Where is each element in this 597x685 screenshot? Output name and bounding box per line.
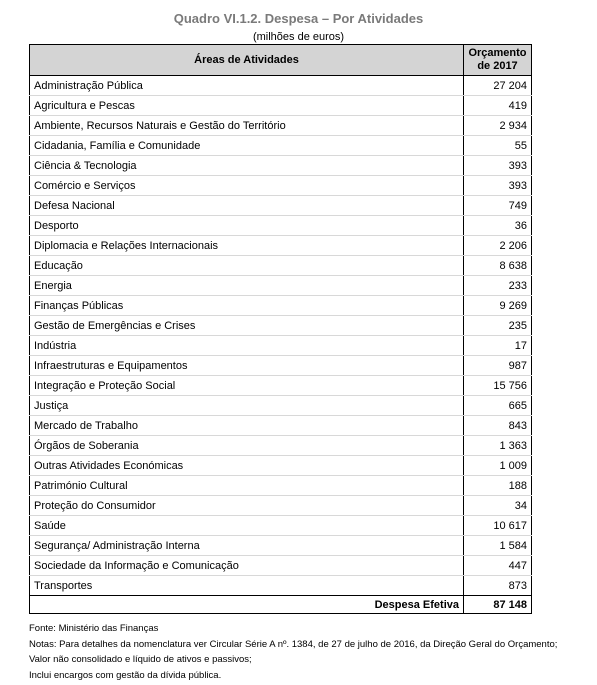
table-row [30, 356, 532, 376]
table-row [30, 476, 532, 496]
row-area: Órgãos de Soberania [30, 436, 464, 456]
row-value: 233 [464, 276, 532, 296]
row-area: Outras Atividades Económicas [30, 456, 464, 476]
row-value: 1 584 [464, 536, 532, 556]
table-row [30, 376, 532, 396]
row-value: 27 204 [464, 76, 532, 96]
table-header-row [30, 45, 532, 76]
row-value: 749 [464, 196, 532, 216]
row-area: Ambiente, Recursos Naturais e Gestão do Território [30, 116, 464, 136]
row-value: 8 638 [464, 256, 532, 276]
row-value: 419 [464, 96, 532, 116]
row-area: Agricultura e Pescas [30, 96, 464, 116]
table-row [30, 196, 532, 216]
total-value: 87 148 [464, 596, 532, 614]
table-row [30, 96, 532, 116]
row-area: Finanças Públicas [30, 296, 464, 316]
row-value: 873 [464, 576, 532, 596]
row-area: Infraestruturas e Equipamentos [30, 356, 464, 376]
table-row [30, 516, 532, 536]
row-area: Proteção do Consumidor [30, 496, 464, 516]
table-row [30, 436, 532, 456]
notes [29, 621, 557, 683]
table-row [30, 136, 532, 156]
table-row [30, 296, 532, 316]
row-value: 10 617 [464, 516, 532, 536]
table-row [30, 236, 532, 256]
row-area: Gestão de Emergências e Crises [30, 316, 464, 336]
row-area: Mercado de Trabalho [30, 416, 464, 436]
row-value: 447 [464, 556, 532, 576]
row-area: Indústria [30, 336, 464, 356]
row-area: Património Cultural [30, 476, 464, 496]
row-area: Administração Pública [30, 76, 464, 96]
row-area: Educação [30, 256, 464, 276]
table-row [30, 216, 532, 236]
row-value: 665 [464, 396, 532, 416]
row-value: 1 363 [464, 436, 532, 456]
table-row [30, 456, 532, 476]
header-areas: Áreas de Atividades [30, 45, 464, 76]
row-area: Sociedade da Informação e Comunicação [30, 556, 464, 576]
table-row [30, 576, 532, 596]
note-line-2: Valor não consolidado e líquido de ativos e passivos; [29, 654, 252, 665]
header-budget [464, 45, 532, 76]
total-row [30, 596, 532, 614]
row-value: 2 934 [464, 116, 532, 136]
row-area: Desporto [30, 216, 464, 236]
table-subtitle: (milhões de euros) [252, 31, 345, 43]
row-value: 55 [464, 136, 532, 156]
row-value: 188 [464, 476, 532, 496]
source-note: Fonte: Ministério das Finanças [29, 623, 159, 634]
row-area: Saúde [30, 516, 464, 536]
table-title: Quadro VI.1.2. Despesa – Por Atividades [173, 11, 424, 26]
table-row [30, 256, 532, 276]
row-area: Defesa Nacional [30, 196, 464, 216]
table-row [30, 536, 532, 556]
expense-table [29, 44, 532, 614]
row-value: 393 [464, 156, 532, 176]
row-area: Ciência & Tecnologia [30, 156, 464, 176]
row-value: 15 756 [464, 376, 532, 396]
row-area: Energia [30, 276, 464, 296]
note-line-3: Inclui encargos com gestão da dívida pública. [29, 669, 222, 681]
table-row [30, 416, 532, 436]
table-row [30, 316, 532, 336]
table-row [30, 76, 532, 96]
table-row [30, 396, 532, 416]
row-value: 843 [464, 416, 532, 436]
row-area: Cidadania, Família e Comunidade [30, 136, 464, 156]
row-value: 235 [464, 316, 532, 336]
row-area: Integração e Proteção Social [30, 376, 464, 396]
table-row [30, 556, 532, 576]
row-area: Comércio e Serviços [30, 176, 464, 196]
row-area: Segurança/ Administração Interna [30, 536, 464, 556]
table-row [30, 116, 532, 136]
table-body [30, 76, 532, 596]
note-line-1: Notas: Para detalhes da nomenclatura ver Circular Série A nº. 1384, de 27 de julho de 2016, da Direção Geral do Orçamento; [29, 638, 558, 650]
row-area: Diplomacia e Relações Internacionais [30, 236, 464, 256]
header-budget-line2: de 2017 [477, 60, 518, 72]
row-value: 1 009 [464, 456, 532, 476]
row-value: 36 [464, 216, 532, 236]
row-value: 34 [464, 496, 532, 516]
total-label: Despesa Efetiva [30, 596, 464, 614]
table-row [30, 336, 532, 356]
table-row [30, 176, 532, 196]
header-budget-line1: Orçamento [468, 47, 527, 59]
table-row [30, 156, 532, 176]
row-area: Transportes [30, 576, 464, 596]
table-row [30, 276, 532, 296]
row-area: Justiça [30, 396, 464, 416]
row-value: 987 [464, 356, 532, 376]
row-value: 9 269 [464, 296, 532, 316]
row-value: 17 [464, 336, 532, 356]
row-value: 393 [464, 176, 532, 196]
row-value: 2 206 [464, 236, 532, 256]
table-row [30, 496, 532, 516]
